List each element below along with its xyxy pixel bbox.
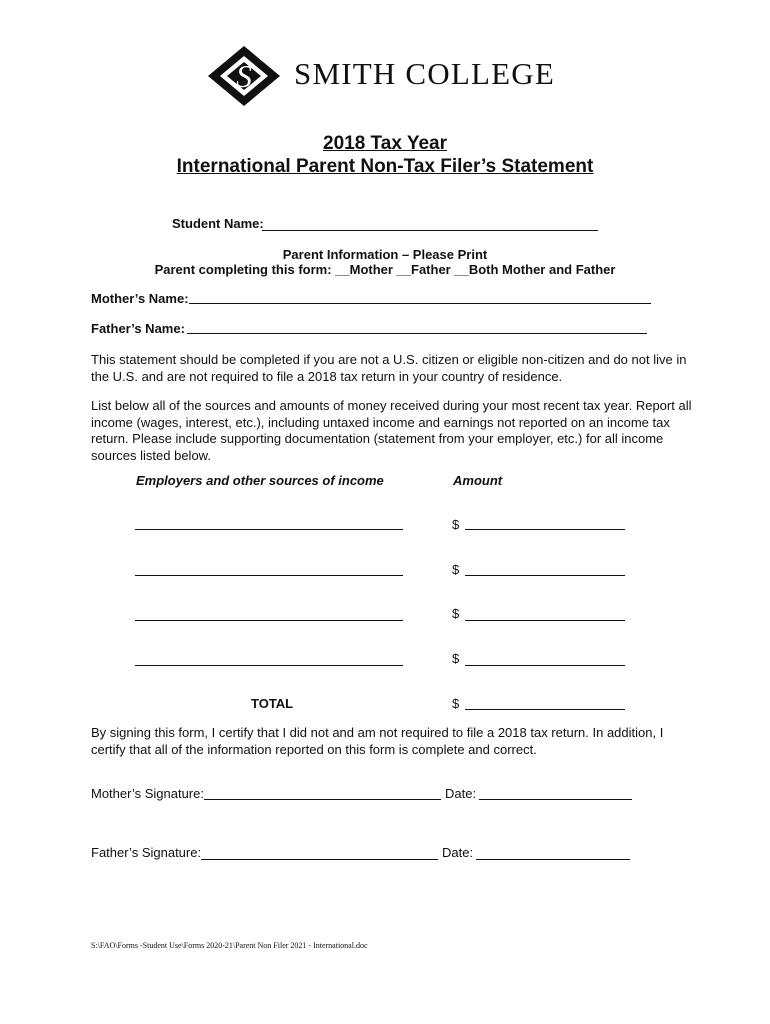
mother-name-field[interactable]: [189, 288, 651, 304]
parent-completing-options: Parent completing this form: __Mother __Father __Both Mother and Father: [154, 262, 616, 277]
currency-symbol: $: [452, 517, 460, 532]
amount-field-2[interactable]: [465, 560, 625, 576]
amount-field-1[interactable]: [465, 514, 625, 530]
mother-signature-label: Mother’s Signature:: [91, 786, 204, 801]
mother-name-label: Mother’s Name:: [91, 291, 189, 306]
currency-symbol: $: [452, 651, 460, 666]
eligibility-statement: [91, 352, 686, 385]
father-date-label: Date:: [442, 845, 474, 860]
certification-line-1: By signing this form, I certify that I did not and am not required to file a 2018 tax return. In addition, I: [91, 725, 664, 740]
income-source-column-header: Employers and other sources of income: [136, 473, 384, 488]
student-name-field[interactable]: [262, 215, 598, 231]
father-signature-field[interactable]: [201, 844, 438, 860]
mother-date-field[interactable]: [479, 784, 632, 800]
document-file-path: S:\FAO\Forms -Student Use\Forms 2020-21\Parent Non Filer 2021 - International.doc: [91, 941, 368, 950]
father-date-field[interactable]: [476, 844, 630, 860]
certification-statement: [91, 725, 663, 758]
eligibility-line-1: This statement should be completed if you are not a U.S. citizen or eligible non-citizen and do not live in: [91, 352, 687, 367]
mother-date-label: Date:: [445, 786, 477, 801]
eligibility-line-2: the U.S. and are not required to file a 2018 tax return in your country of residence.: [91, 368, 563, 384]
father-name-label: Father’s Name:: [91, 321, 185, 336]
currency-symbol: $: [452, 606, 460, 621]
amount-column-header: Amount: [453, 473, 503, 488]
instructions-line-3: return. Please include supporting documentation (statement from your employer, etc.) for all income: [91, 431, 664, 446]
income-source-field-2[interactable]: [135, 560, 403, 576]
instructions-line-1: List below all of the sources and amounts of money received during your most recent tax year. Report all: [91, 398, 692, 413]
form-title: International Parent Non-Tax Filer’s Statement: [176, 156, 594, 177]
logo-wordmark: SMITH COLLEGE: [294, 56, 555, 91]
student-name-label: Student Name:: [172, 216, 264, 231]
father-signature-label: Father’s Signature:: [91, 845, 202, 860]
smith-college-emblem-icon: [206, 44, 286, 108]
currency-symbol: $: [452, 562, 460, 577]
income-instructions: [91, 398, 691, 464]
income-source-field-1[interactable]: [135, 514, 403, 530]
logo-emblem-letter: S: [236, 58, 252, 94]
father-name-field[interactable]: [187, 318, 647, 334]
income-source-field-3[interactable]: [135, 605, 403, 621]
instructions-line-4: sources listed below.: [91, 447, 211, 463]
total-amount-field[interactable]: [465, 694, 625, 710]
form-title-year: 2018 Tax Year: [323, 133, 447, 154]
instructions-line-2: income (wages, interest, etc.), including untaxed income and earnings not reported on an income tax: [91, 414, 670, 430]
total-label: TOTAL: [251, 696, 294, 711]
certification-line-2: certify that all of the information reported on this form is complete and correct.: [91, 741, 537, 757]
parent-info-heading: Parent Information – Please Print: [282, 247, 488, 262]
amount-field-3[interactable]: [465, 605, 625, 621]
currency-symbol: $: [452, 696, 460, 711]
mother-signature-field[interactable]: [204, 784, 441, 800]
smith-college-logo: [206, 44, 556, 108]
amount-field-4[interactable]: [465, 650, 625, 666]
income-source-field-4[interactable]: [135, 650, 403, 666]
